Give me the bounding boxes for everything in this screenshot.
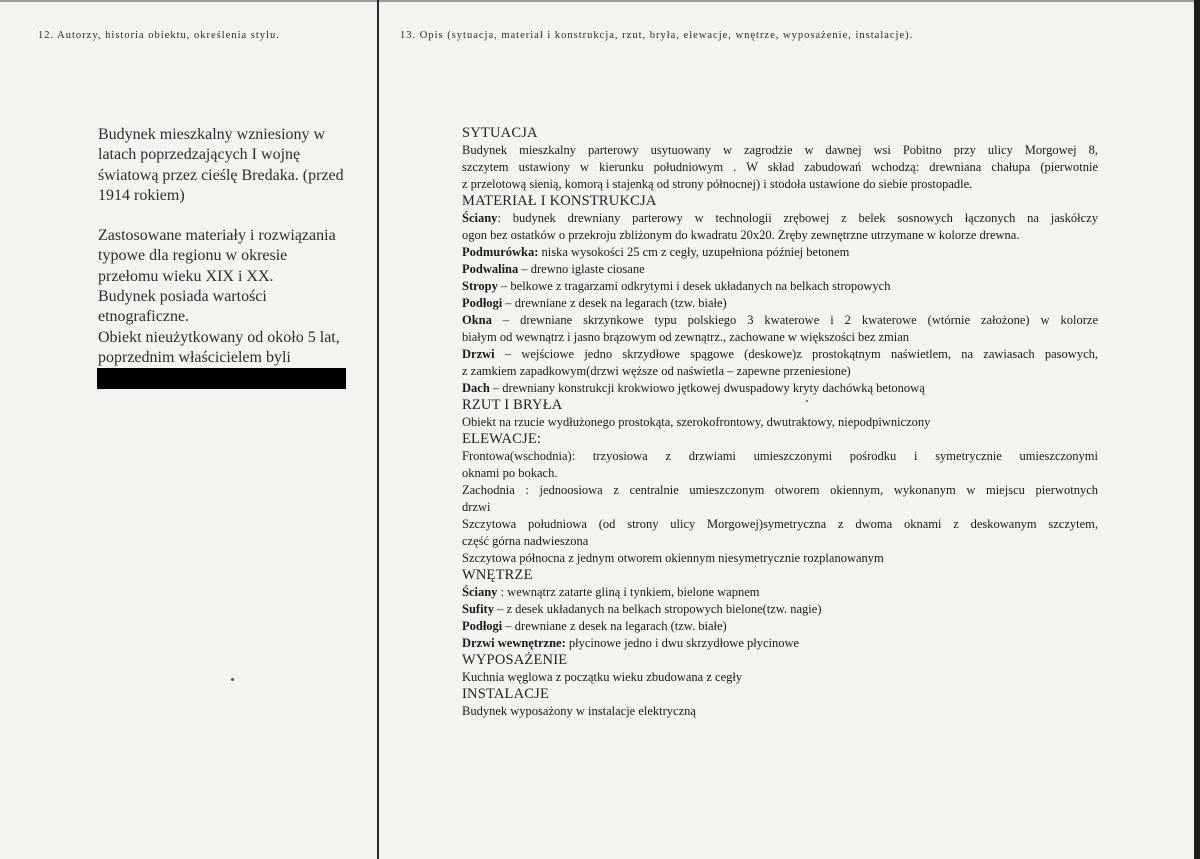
section-title-elewacje: ELEWACJE: xyxy=(462,431,542,447)
okna-label: Okna xyxy=(462,313,492,327)
sciany-line-2: ogon bez ostatków o przekroju zbliżonym do kwadratu 20x20. Zręby zewnętrzne utrzymane w kolorze drewna. xyxy=(462,228,1020,242)
podlogi-label: Podłogi xyxy=(462,296,503,310)
instalacje-line: Budynek wyposażony w instalacje elektryczną xyxy=(462,704,696,718)
history-line: Obiekt nieużytkowany od około 5 lat, xyxy=(98,328,340,346)
sytuacja-line: Budynek mieszkalny parterowy usytuowany w zagrodzie w dawnej wsi Pobitno przy ulicy Morgowej 8, xyxy=(462,143,1098,157)
section-title-wyposazenie: WYPOSAŻENIE xyxy=(462,652,568,668)
okna-text: – drewniane skrzynkowe typu polskiego 3 kwaterowe i 2 kwaterowe (wtórnie założone) w kolorze xyxy=(491,313,1098,327)
zachodnia-line: Zachodnia : jednoosiowa z centralnie umieszczonym otworem okiennym, wykonanym w miejscu pierwotnych xyxy=(462,483,1098,497)
section-title-material: MATERIAŁ I KONSTRUKCJA xyxy=(462,193,657,209)
podwalina-text: – drewno iglaste ciosane xyxy=(518,262,645,276)
history-paragraph-1 xyxy=(98,125,368,206)
podmurowka-line xyxy=(462,244,1098,261)
history-line: Budynek posiada wartości xyxy=(98,288,267,306)
history-line: etnograficzne. xyxy=(98,308,190,326)
podlogi-line xyxy=(462,295,1098,312)
okna-line xyxy=(462,312,1098,329)
history-line: światową przez cieślę Bredaka. (przed xyxy=(98,166,344,184)
description-text xyxy=(462,125,1098,720)
drzwi-line-2: z zamkiem zapadkowym(drzwi węższe od naświetla – zapewne przeniesione) xyxy=(462,364,851,378)
scan-edge-top xyxy=(0,0,1200,2)
drzwi-wewnetrzne-text: płycinowe jedno i dwu skrzydłowe płycinowe xyxy=(565,636,800,650)
rzut-line: Obiekt na rzucie wydłużonego prostokąta, szerokofrontowy, dwutraktowy, niepodpiwniczony xyxy=(462,415,931,429)
sytuacja-line: szczytem ustawiony w kierunku południowym . W skład zabudowań wchodzą: drewniana chałupa (pierwotnie xyxy=(462,160,1098,174)
history-paragraph-2 xyxy=(98,226,368,368)
okna-line-2: białym od wewnątrz i jasno brązowym od zewnątrz., zachowane w większości bez zmian xyxy=(462,330,910,344)
scan-speck xyxy=(806,400,808,402)
history-line: typowe dla regionu w okresie xyxy=(98,247,288,265)
podwalina-line xyxy=(462,261,1098,278)
dach-label: Dach xyxy=(462,381,490,395)
section-title-instalacje: INSTALACJE xyxy=(462,686,550,702)
wnetrze-podlogi-line xyxy=(462,618,1098,635)
dach-text: – drewniany konstrukcji krokwiowo jętkowej dwuspadowy kryty dachówką betonową xyxy=(489,381,925,395)
history-line: 1914 rokiem) xyxy=(98,186,185,204)
dach-line xyxy=(462,380,1098,397)
wnetrze-podlogi-text: – drewniane z desek na legarach (tzw. białe) xyxy=(502,619,727,633)
history-line: Budynek mieszkalny wzniesiony w xyxy=(98,126,326,143)
stropy-line xyxy=(462,278,1098,295)
history-line: Zastosowane materiały i rozwiązania xyxy=(98,227,336,245)
sufity-label: Sufity xyxy=(462,602,494,616)
podwalina-label: Podwalina xyxy=(462,262,519,276)
sciany-label: Ściany xyxy=(462,211,498,225)
section-title-wnetrze: WNĘTRZE xyxy=(462,567,533,583)
sciany-text: : budynek drewniany parterowy w technologii zrębowej z belek sosnowych łączonych na jaskółczy xyxy=(497,211,1098,225)
drzwi-wewnetrzne-line xyxy=(462,635,1098,652)
sufity-line xyxy=(462,601,1098,618)
column-divider xyxy=(377,0,379,859)
wnetrze-podlogi-label: Podłogi xyxy=(462,619,503,633)
stropy-text: – belkowe z tragarzami odkrytymi i desek układanych na belkach stropowych xyxy=(497,279,891,293)
history-line: latach poprzedzających I wojnę xyxy=(98,146,301,164)
section-title-sytuacja: SYTUACJA xyxy=(462,125,538,141)
podlogi-text: – drewniane z desek na legarach (tzw. białe) xyxy=(502,296,727,310)
section-12-heading: 12. Autorzy, historia obiektu, określenia stylu. xyxy=(38,30,280,41)
history-line: poprzednim właścicielem byli xyxy=(98,348,291,366)
sufity-text: – z desek układanych na belkach stropowych bielone(tzw. nagie) xyxy=(493,602,822,616)
section-title-rzut: RZUT I BRYŁA xyxy=(462,397,563,413)
history-line: przełomu wieku XIX i XX. xyxy=(98,267,274,285)
podmurowka-text: niska wysokości 25 cm z cegły, uzupełniona później betonem xyxy=(538,245,850,259)
zachodnia-line-2: drzwi xyxy=(462,500,491,514)
redaction-bar xyxy=(97,368,346,389)
drzwi-label: Drzwi xyxy=(462,347,495,361)
polnocna-line: Szczytowa północna z jednym otworem okiennym niesymetrycznie rozplanowanym xyxy=(462,551,884,565)
scan-edge-right xyxy=(1194,0,1200,859)
history-text xyxy=(98,125,368,368)
wnetrze-sciany-text: : wewnątrz zatarte gliną i tynkiem, bielone wapnem xyxy=(497,585,760,599)
frontowa-line-2: oknami po bokach. xyxy=(462,466,558,480)
drzwi-text: – wejściowe jedno skrzydłowe spągowe (deskowe)z prostokątnym naświetlem, na zawiasach pasowych, xyxy=(494,347,1098,361)
wnetrze-sciany-line xyxy=(462,584,1098,601)
stropy-label: Stropy xyxy=(462,279,498,293)
scan-speck xyxy=(231,678,234,681)
section-13-heading: 13. Opis (sytuacja, materiał i konstrukcja, rzut, bryła, elewacje, wnętrze, wyposażenie, instalacje). xyxy=(400,30,914,41)
sciany-line xyxy=(462,210,1098,227)
drzwi-line xyxy=(462,346,1098,363)
frontowa-line: Frontowa(wschodnia): trzyosiowa z drzwiami umieszczonymi pośrodku i symetrycznie umieszczonymi xyxy=(462,449,1098,463)
drzwi-wewnetrzne-label: Drzwi wewnętrzne: xyxy=(462,636,566,650)
podmurowka-label: Podmurówka: xyxy=(462,245,539,259)
sytuacja-line: z przelotową sienią, komorą i stajenką od strony północnej) i stodoła ustawione do siebie prostopadle. xyxy=(462,177,973,191)
wyposazenie-line: Kuchnia węglowa z początku wieku zbudowana z cegły xyxy=(462,670,743,684)
poludniowa-line: Szczytowa południowa (od strony ulicy Morgowej)symetryczna z dwoma oknami z deskowanym szczytem, xyxy=(462,517,1098,531)
wnetrze-sciany-label: Ściany xyxy=(462,585,498,599)
poludniowa-line-2: część górna nadwieszona xyxy=(462,534,589,548)
